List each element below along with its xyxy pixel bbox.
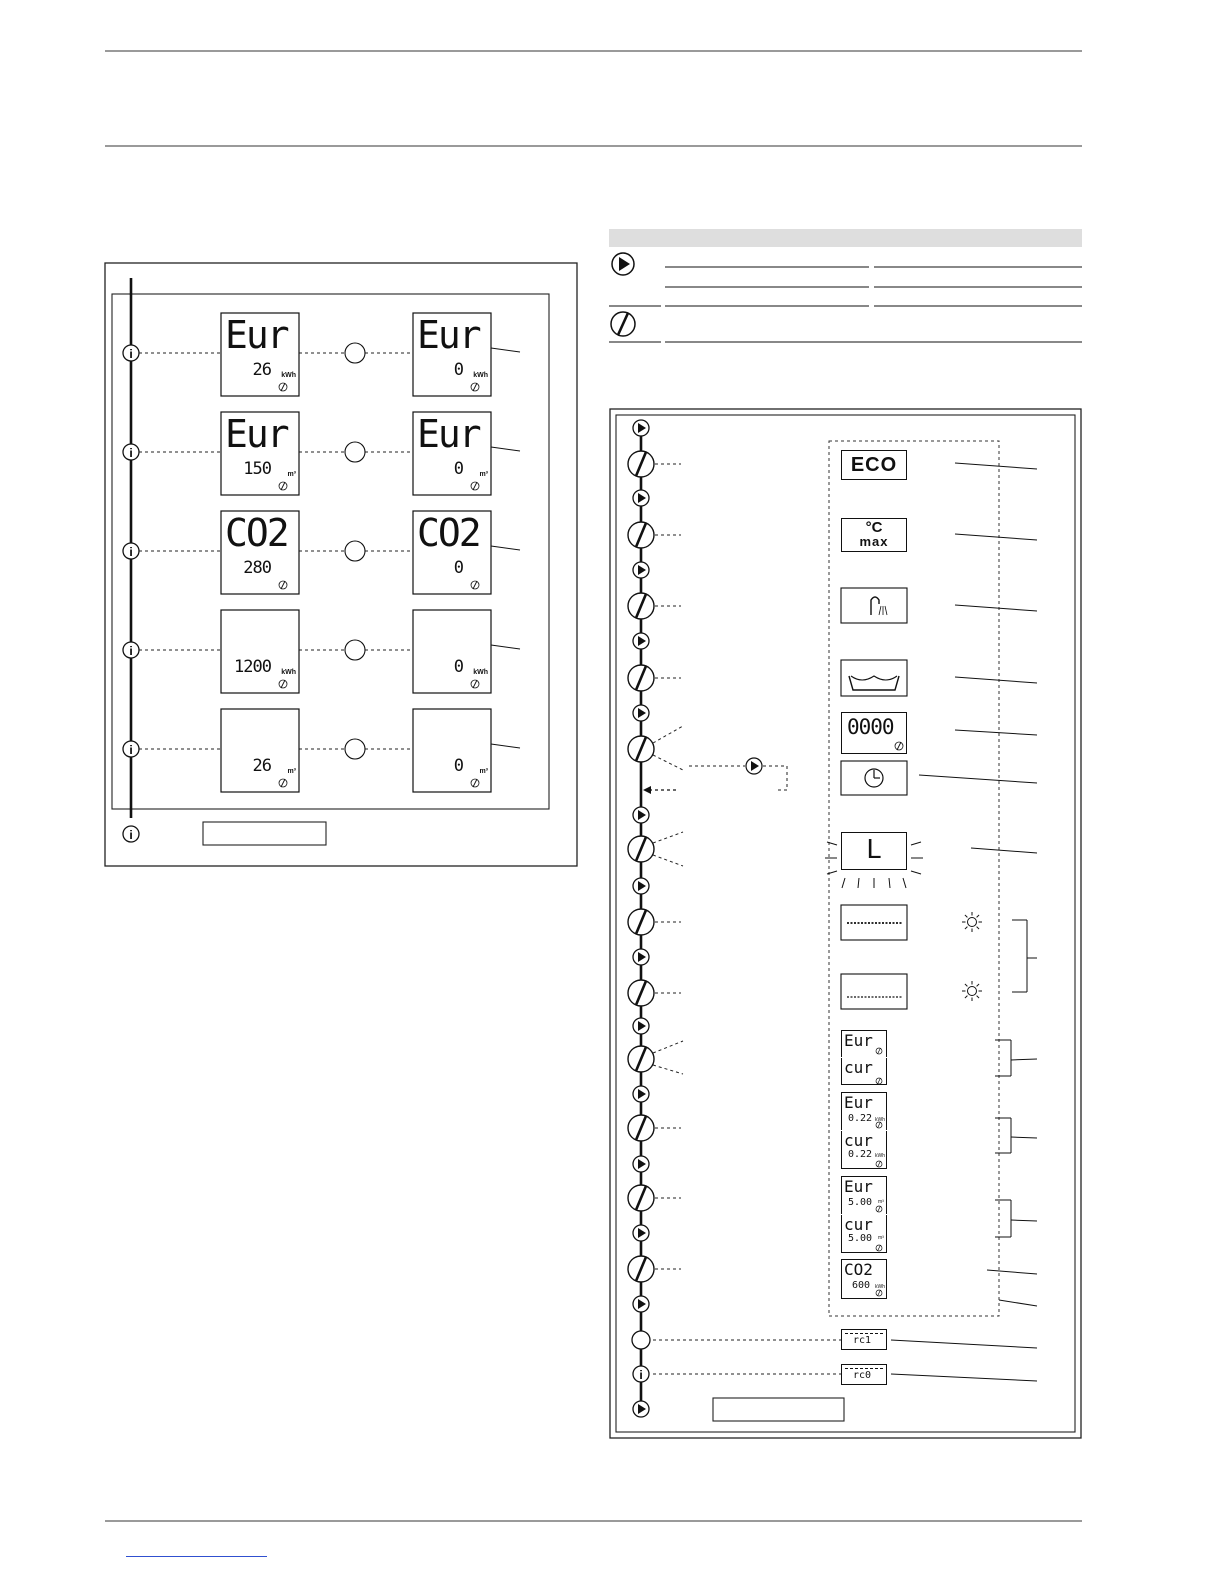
header-rule-top — [105, 50, 1082, 52]
price-m3-cur-unit: m³ — [878, 1235, 884, 1241]
current-lcd-text — [221, 313, 299, 396]
max-temp-display — [841, 518, 907, 552]
legend-knob-icon — [611, 312, 635, 336]
info-glyph: i — [129, 545, 133, 559]
currency-cur-display — [841, 1058, 887, 1085]
price-kwh-cur-display — [841, 1131, 887, 1169]
reset-unit: kWh — [473, 669, 488, 676]
price-m3-eur-value: 5.00 — [848, 1197, 873, 1208]
info-glyph: i — [129, 446, 133, 460]
current-word: Eur — [225, 313, 288, 357]
co2-factor-value: 600 — [852, 1280, 871, 1291]
price-m3-eur-unit: m³ — [878, 1199, 884, 1205]
current-lcd-text — [221, 709, 299, 792]
reset-lcd-text — [413, 313, 491, 396]
current-value: 150 — [243, 459, 271, 479]
price-m3-eur-word: Eur — [844, 1177, 873, 1196]
price-kwh-eur-display — [841, 1092, 887, 1130]
legend-table — [609, 229, 1082, 345]
current-lcd-text — [221, 511, 299, 594]
svg-text:i: i — [639, 1368, 643, 1382]
reset-value: 0 — [453, 558, 463, 578]
counter-value: 0000 — [847, 715, 894, 739]
max-temp-unit: °C — [865, 519, 883, 536]
current-lcd-text — [221, 610, 299, 693]
currency-eur-display — [841, 1030, 887, 1057]
header-rule-bottom — [105, 145, 1082, 147]
max-temp-label: max — [859, 534, 889, 549]
co2-factor-unit: kWh — [875, 1284, 885, 1290]
reset-unit: m³ — [479, 471, 488, 478]
footer-link[interactable] — [126, 1556, 267, 1557]
current-word: Eur — [225, 412, 288, 456]
current-unit: m³ — [287, 768, 296, 775]
reset-unit: kWh — [473, 372, 488, 379]
price-kwh-eur-word: Eur — [844, 1093, 873, 1112]
price-kwh-eur-value: 0.22 — [848, 1113, 873, 1124]
current-value: 280 — [243, 558, 271, 578]
price-m3-eur-display — [841, 1176, 887, 1214]
current-value: 1200 — [234, 657, 271, 677]
reset-word: Eur — [417, 313, 480, 357]
co2-factor-display — [841, 1259, 887, 1299]
eco-label: ECO — [850, 453, 898, 476]
counter-display — [841, 712, 907, 754]
info-glyph: i — [129, 644, 133, 658]
price-kwh-cur-word: cur — [844, 1131, 873, 1150]
current-unit: kWh — [281, 372, 296, 379]
legend-play-icon — [612, 253, 634, 275]
rc0-display — [841, 1364, 887, 1385]
reset-value: 0 — [453, 459, 463, 479]
current-lcd-text — [221, 412, 299, 495]
rc1-label: rc1 — [853, 1335, 872, 1346]
current-word: CO2 — [225, 511, 288, 555]
reset-lcd-text — [413, 610, 491, 693]
current-unit: m³ — [287, 471, 296, 478]
reset-lcd-text — [413, 709, 491, 792]
currency-cur-word: cur — [844, 1058, 873, 1077]
reset-word: Eur — [417, 412, 480, 456]
rc1-display — [841, 1329, 887, 1350]
info-glyph: i — [129, 743, 133, 757]
price-kwh-eur-unit: kWh — [875, 1117, 885, 1123]
right-lcd-layer — [609, 408, 1083, 1440]
price-m3-cur-display — [841, 1215, 887, 1253]
reset-value: 0 — [453, 657, 463, 677]
price-kwh-cur-value: 0.22 — [848, 1149, 873, 1160]
reset-word: CO2 — [417, 511, 480, 555]
price-m3-cur-value: 5.00 — [848, 1233, 873, 1244]
current-unit: kWh — [281, 669, 296, 676]
left-lcd-layer — [104, 262, 579, 868]
reset-lcd-text — [413, 511, 491, 594]
price-kwh-cur-unit: kWh — [875, 1153, 885, 1159]
reset-unit: m³ — [479, 768, 488, 775]
level-display — [841, 832, 907, 870]
reset-value: 0 — [453, 360, 463, 380]
current-value: 26 — [252, 360, 271, 380]
reset-lcd-text — [413, 412, 491, 495]
eco-display — [841, 450, 907, 480]
footer-rule — [105, 1520, 1082, 1522]
price-m3-cur-word: cur — [844, 1215, 873, 1234]
current-value: 26 — [252, 756, 271, 776]
co2-factor-word: CO2 — [844, 1260, 873, 1279]
currency-eur-word: Eur — [844, 1031, 873, 1050]
level-char: L — [866, 835, 882, 865]
info-glyph: i — [129, 347, 133, 361]
svg-text:i: i — [129, 828, 133, 842]
rc0-label: rc0 — [853, 1370, 872, 1381]
reset-value: 0 — [453, 756, 463, 776]
